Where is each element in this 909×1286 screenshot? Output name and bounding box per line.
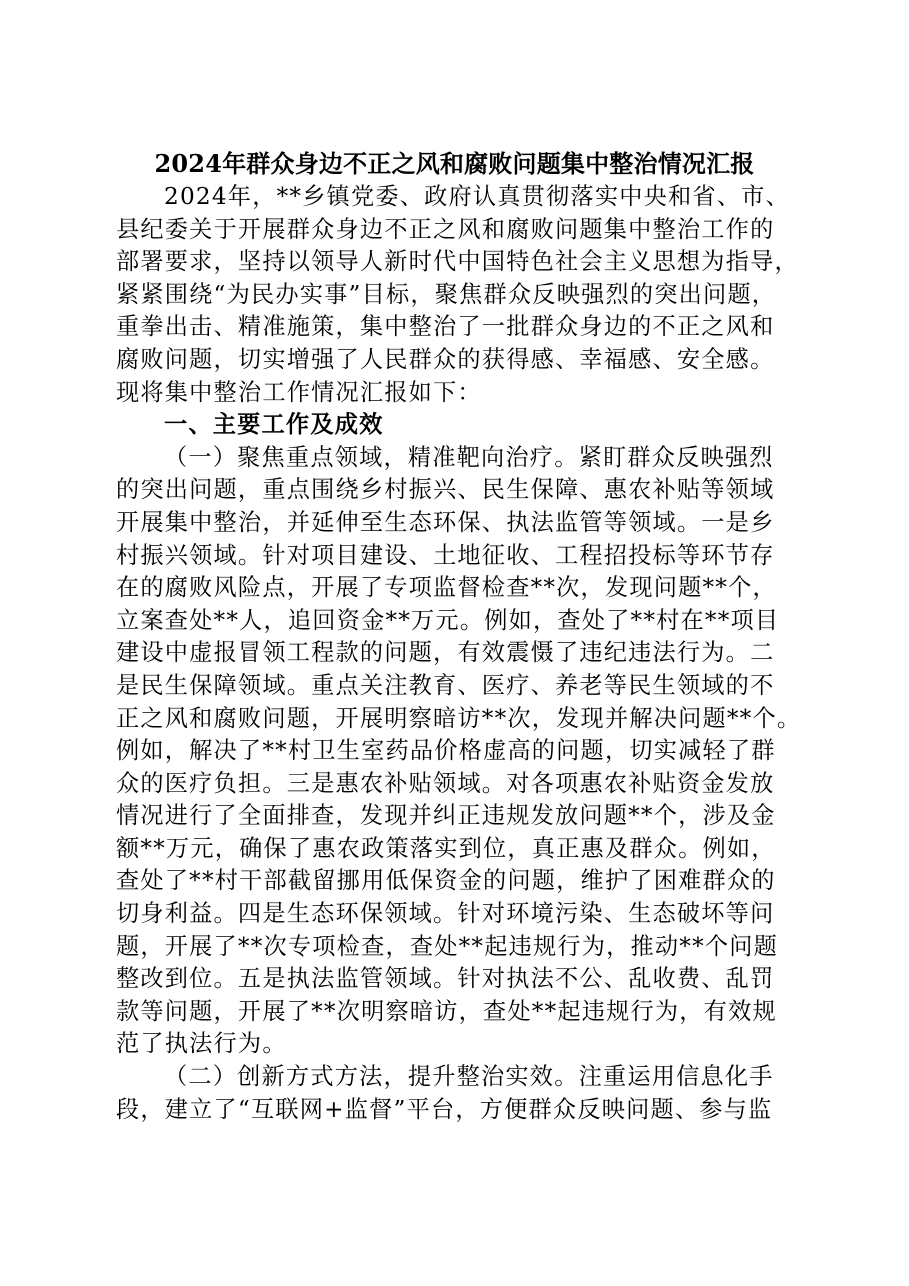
- paragraph-line: 整改到位。五是执法监管领域。针对执法不公、乱收费、乱罚: [116, 965, 775, 993]
- paragraph-line: 建设中虚报冒领工程款的问题，有效震慑了违纪违法行为。二: [116, 639, 775, 667]
- paragraph-line: 查处了**村干部截留挪用低保资金的问题，维护了困难群众的: [116, 867, 776, 895]
- paragraph-line: 村振兴领域。针对项目建设、土地征收、工程招投标等环节存: [116, 541, 775, 569]
- paragraph-line: 紧紧围绕“为民办实事”目标，聚焦群众反映强烈的突出问题，: [116, 280, 777, 308]
- paragraph-line: 情况进行了全面排查，发现并纠正违规发放问题**个，涉及金: [116, 802, 776, 830]
- paragraph-line: 的突出问题，重点围绕乡村振兴、民生保障、惠农补贴等领域: [116, 476, 775, 504]
- paragraph-line: 正之风和腐败问题，开展明察暗访**次，发现并解决问题**个。: [116, 704, 802, 732]
- paragraph-line: 立案查处**人，追回资金**万元。例如，查处了**村在**项目: [116, 606, 780, 634]
- paragraph-line: 腐败问题，切实增强了人民群众的获得感、幸福感、安全感。: [116, 345, 775, 373]
- paragraph-line: 县纪委关于开展群众身边不正之风和腐败问题集中整治工作的: [116, 215, 775, 243]
- paragraph-line: 众的医疗负担。三是惠农补贴领域。对各项惠农补贴资金发放: [116, 769, 775, 797]
- paragraph-line: 范了执法行为。: [116, 1030, 287, 1058]
- document-body: [116, 181, 816, 1126]
- paragraph-line: 2024年，**乡镇党委、政府认真贯彻落实中央和省、市、: [164, 183, 790, 210]
- paragraph-line: 是民生保障领域。重点关注教育、医疗、养老等民生领域的不: [116, 671, 775, 699]
- paragraph-line: 在的腐败风险点，开展了专项监督检查**次，发现问题**个，: [116, 574, 777, 602]
- paragraph-line: 题，开展了**次专项检查，查处**起违规行为，推动**个问题: [116, 932, 779, 960]
- section-heading: 一、主要工作及成效: [164, 411, 384, 439]
- paragraph-line: 额**万元，确保了惠农政策落实到位，真正惠及群众。例如，: [116, 834, 776, 862]
- paragraph-line: 例如，解决了**村卫生室药品价格虚高的问题，切实减轻了群: [116, 737, 776, 765]
- paragraph-line: 重拳出击、精准施策，集中整治了一批群众身边的不正之风和: [116, 313, 775, 341]
- paragraph-line: （二）创新方式方法，提升整治实效。注重运用信息化手: [164, 1063, 774, 1091]
- paragraph-line: 部署要求，坚持以领导人新时代中国特色社会主义思想为指导，: [116, 248, 799, 276]
- paragraph-line: 现将集中整治工作情况汇报如下：: [116, 378, 482, 406]
- paragraph-line: 开展集中整治，并延伸至生态环保、执法监管等领域。一是乡: [116, 508, 775, 536]
- paragraph-line: 切身利益。四是生态环保领域。针对环境污染、生态破坏等问: [116, 900, 775, 928]
- paragraph-line: （一）聚焦重点领域，精准靶向治疗。紧盯群众反映强烈: [164, 443, 774, 471]
- paragraph-line: 款等问题，开展了**次明察暗访，查处**起违规行为，有效规: [116, 997, 777, 1025]
- document-title: 2024年群众身边不正之风和腐败问题集中整治情况汇报: [154, 149, 755, 178]
- paragraph-line: 段，建立了“互联网+监督”平台，方便群众反映问题、参与监: [116, 1095, 773, 1123]
